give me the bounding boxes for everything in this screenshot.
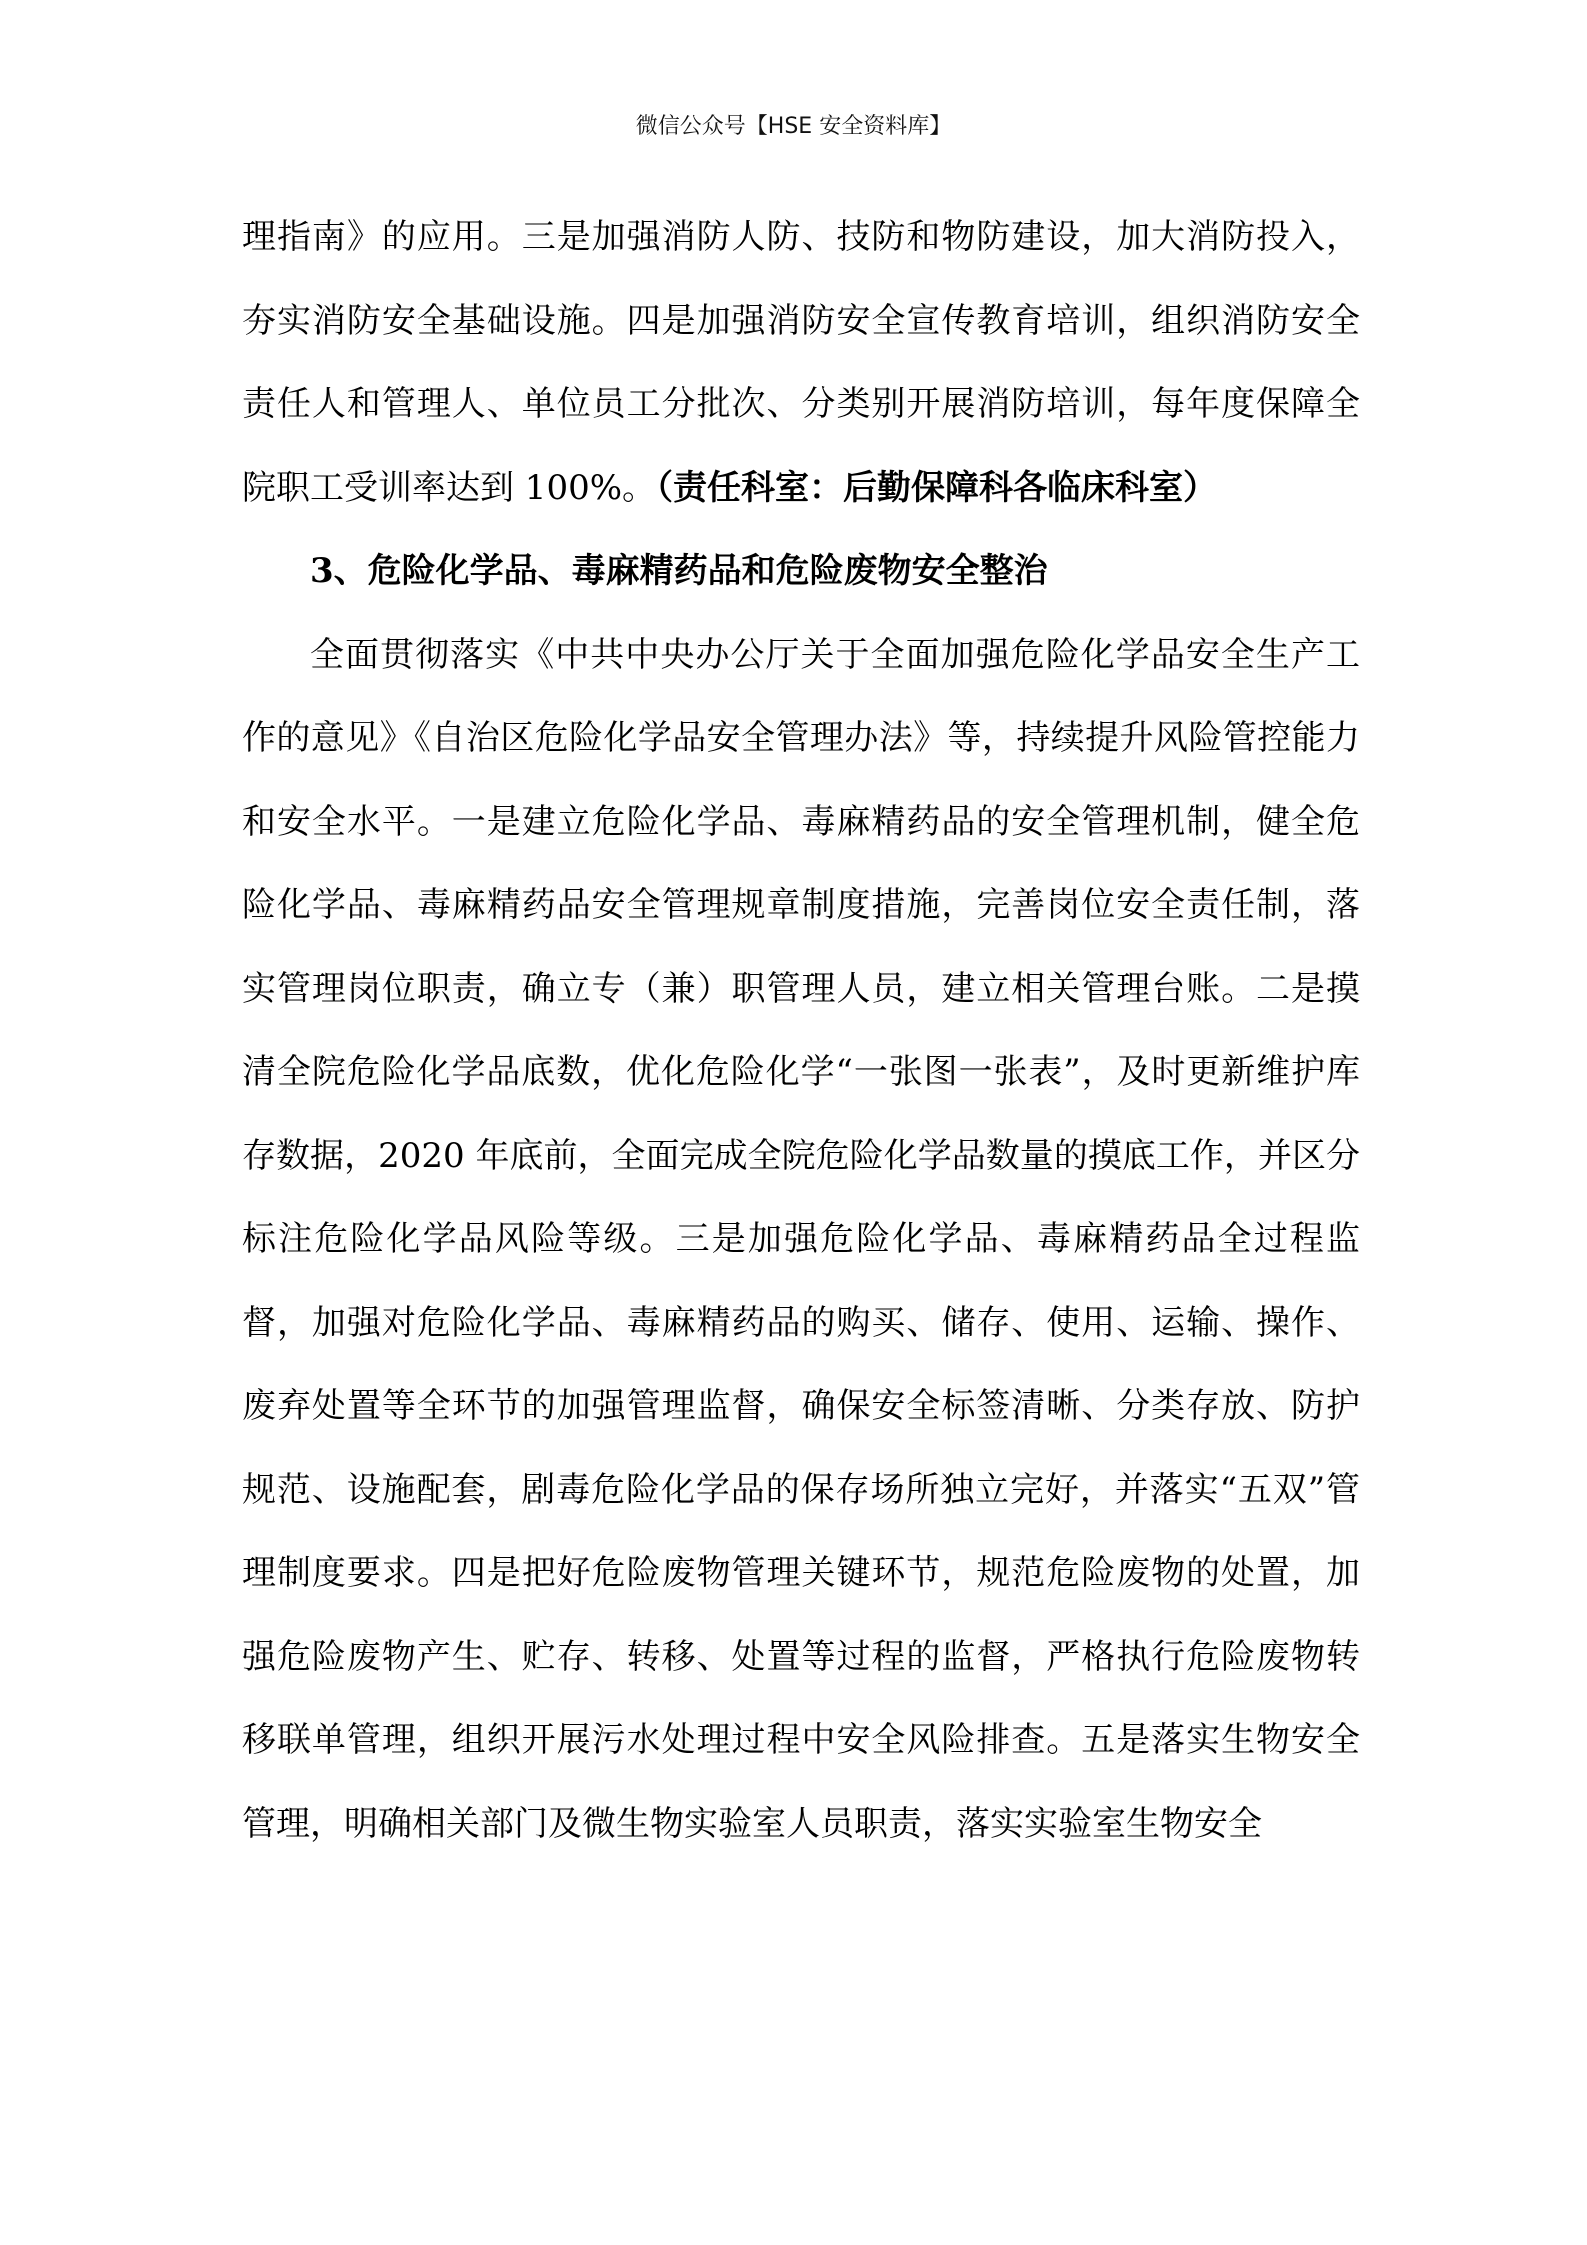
paragraph-hazardous-chemicals: 全面贯彻落实《中共中央办公厅关于全面加强危险化学品安全生产工作的意见》《自治区危险化学品安全管理办法》等，持续提升风险管控能力和安全水平。一是建立危险化学品、毒麻精药品的安全管理机制，健全危险化学品、毒麻精药品安全管理规章制度措施，完善岗位安全责任制，落实管理岗位职责，确立专（兼）职管理人员，建立相关管理台账。二是摸清全院危险化学品底数，优化危险化学“一张图一张表”，及时更新维护库存数据，2020 年底前，全面完成全院危险化学品数量的摸底工作，并区分标注危险化学品风险等级。三是加强危险化学品、毒麻精药品全过程监督，加强对危险化学品、毒麻精药品的购买、储存、使用、运输、操作、废弃处置等全环节的加强管理监督，确保安全标签清晰、分类存放、防护规范、设施配套，剧毒危险化学品的保存场所独立完好，并落实“五双”管理制度要求。四是把好危险废物管理关键环节，规范危险废物的处置，加强危险废物产生、贮存、转移、处置等过程的监督，严格执行危险废物转移联单管理，组织开展污水处理过程中安全风险排查。五是落实生物安全管理，明确相关部门及微生物实验室人员职责，落实实验室生物安全 xyxy=(242,634,1360,1844)
page-header: 微信公众号【HSE 安全资料库】 xyxy=(635,114,952,139)
document-body xyxy=(242,196,1360,1866)
paragraph-fire-safety xyxy=(242,196,1360,530)
paragraph-fire-safety-text: 理指南》的应用。三是加强消防人防、技防和物防建设，加大消防投入，夯实消防安全基础设施。四是加强消防安全宣传教育培训，组织消防安全责任人和管理人、单位员工分批次、分类别开展消防培训，每年度保障全院职工受训率达到 100%。 xyxy=(242,217,1360,508)
responsible-department-note: （责任科室：后勤保障科各临床科室） xyxy=(656,467,1218,508)
section-heading-hazardous-chemicals: 3、危险化学品、毒麻精药品和危险废物安全整治 xyxy=(310,551,1048,591)
